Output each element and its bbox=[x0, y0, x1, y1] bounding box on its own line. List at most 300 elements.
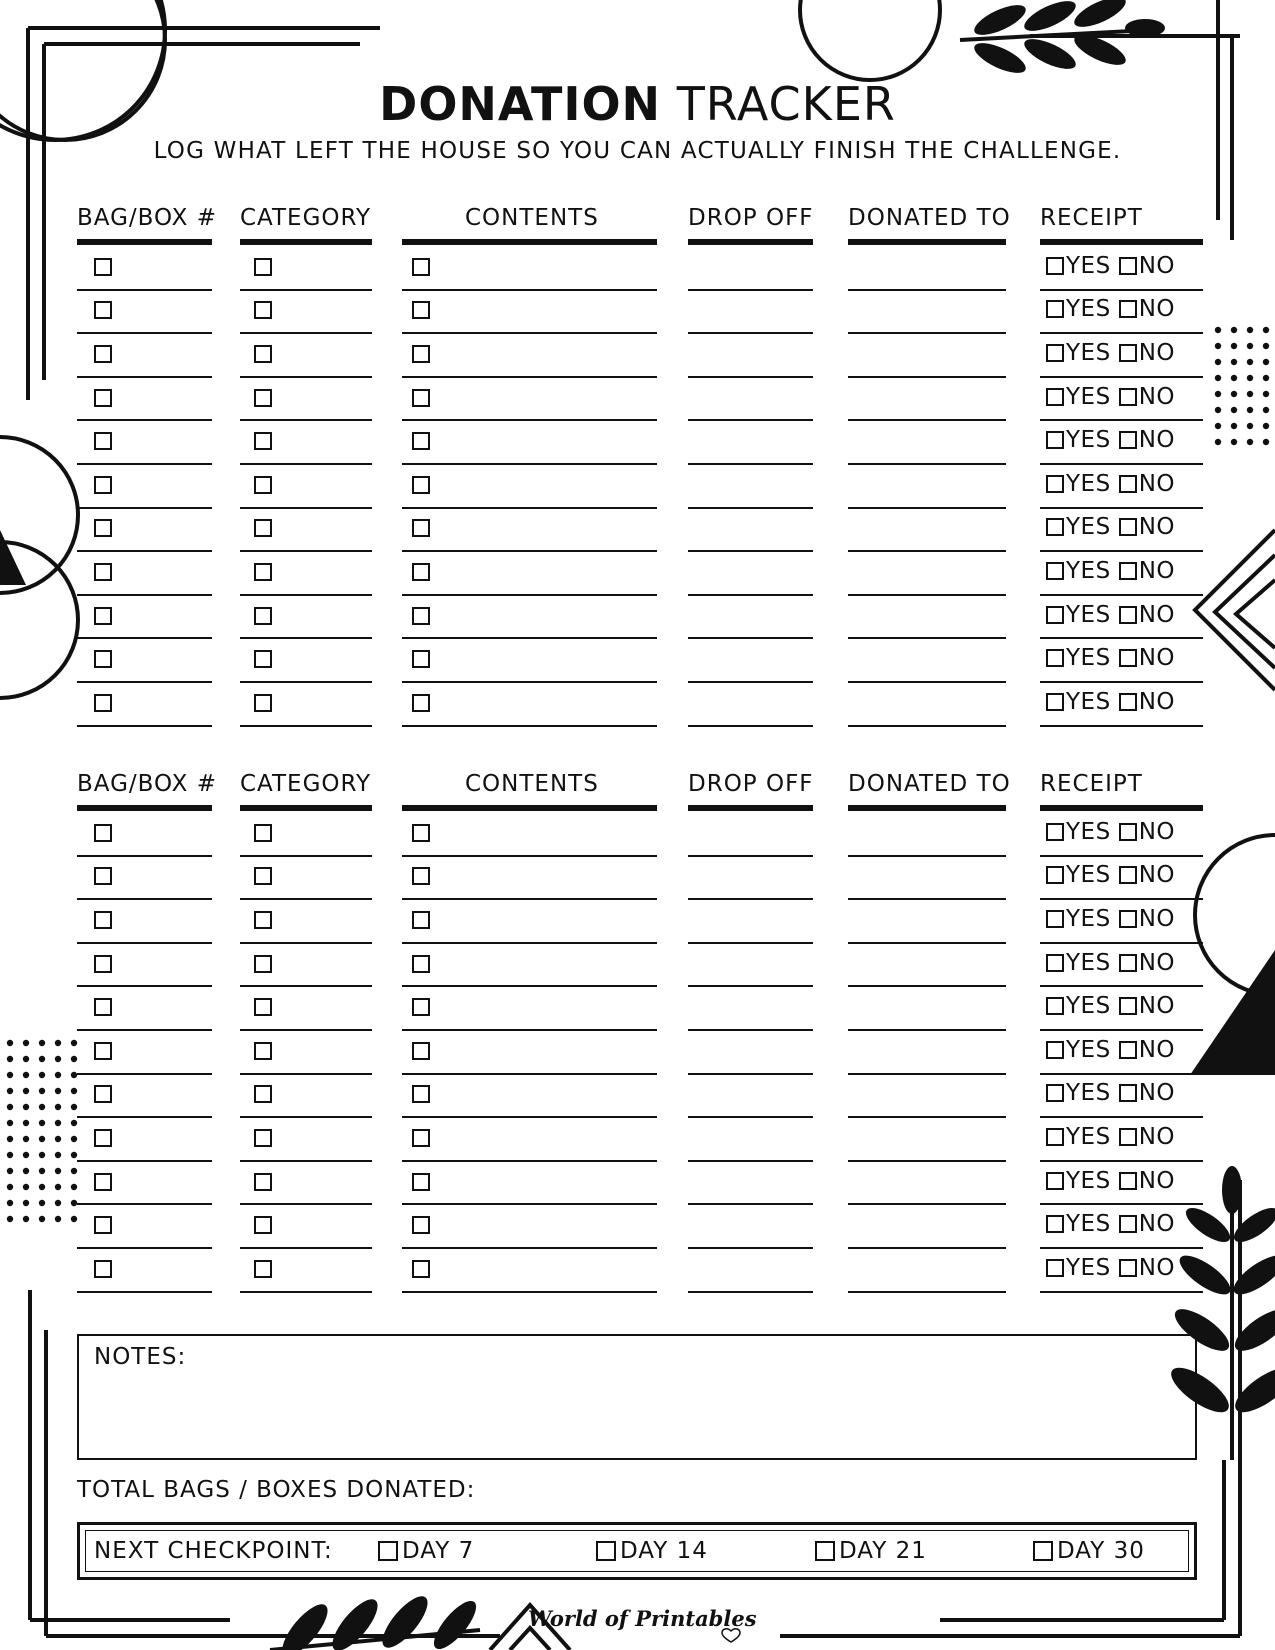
checkbox-icon[interactable] bbox=[94, 824, 112, 842]
dot bbox=[55, 1216, 61, 1222]
checkbox-icon[interactable] bbox=[412, 650, 430, 668]
checkbox-icon[interactable] bbox=[254, 301, 272, 319]
row-rule bbox=[688, 1073, 813, 1075]
checkbox-icon[interactable] bbox=[412, 911, 430, 929]
checkbox-icon[interactable] bbox=[254, 1216, 272, 1234]
receipt-no-label: NO bbox=[1138, 296, 1175, 323]
receipt-no-label: NO bbox=[1138, 601, 1175, 628]
row-rule bbox=[240, 594, 372, 596]
checkbox-icon[interactable] bbox=[94, 650, 112, 668]
row-rule bbox=[77, 550, 212, 552]
checkbox-icon[interactable] bbox=[94, 301, 112, 319]
row-rule bbox=[77, 855, 212, 857]
dot bbox=[23, 1120, 29, 1126]
dot bbox=[1263, 359, 1269, 365]
row-rule bbox=[77, 725, 212, 727]
column-header-rule bbox=[240, 239, 372, 245]
dot bbox=[1263, 375, 1269, 381]
dot bbox=[55, 1104, 61, 1110]
checkbox-icon[interactable] bbox=[254, 1042, 272, 1060]
row-rule bbox=[1040, 550, 1203, 552]
checkbox-icon[interactable] bbox=[1046, 1172, 1064, 1190]
checkbox-icon[interactable] bbox=[1046, 518, 1064, 536]
checkbox-icon[interactable] bbox=[1119, 693, 1137, 711]
row-rule bbox=[848, 681, 1006, 683]
checkbox-icon[interactable] bbox=[1046, 997, 1064, 1015]
checkbox-icon[interactable] bbox=[1119, 1041, 1137, 1059]
title-bold: DONATION bbox=[379, 77, 662, 131]
checkbox-icon[interactable] bbox=[412, 432, 430, 450]
checkbox-icon[interactable] bbox=[1046, 866, 1064, 884]
dot bbox=[1215, 407, 1221, 413]
checkbox-icon[interactable] bbox=[1033, 1541, 1053, 1561]
checkbox-icon[interactable] bbox=[1046, 1259, 1064, 1277]
receipt-options[interactable] bbox=[1046, 340, 1175, 366]
row-rule bbox=[240, 681, 372, 683]
row-rule bbox=[1040, 1160, 1203, 1162]
row-rule bbox=[1040, 1247, 1203, 1249]
checkbox-icon[interactable] bbox=[254, 1085, 272, 1103]
receipt-yes-label: YES bbox=[1066, 645, 1111, 672]
row-rule bbox=[688, 985, 813, 987]
checkbox-icon[interactable] bbox=[412, 824, 430, 842]
checkbox-icon[interactable] bbox=[94, 607, 112, 625]
dot bbox=[55, 1040, 61, 1046]
checkbox-icon[interactable] bbox=[94, 389, 112, 407]
checkbox-icon[interactable] bbox=[1046, 1084, 1064, 1102]
leaf-bottom-icon bbox=[270, 1590, 483, 1650]
checkbox-icon[interactable] bbox=[94, 1042, 112, 1060]
dot bbox=[7, 1216, 13, 1222]
row-rule bbox=[1040, 681, 1203, 683]
page-subtitle: LOG WHAT LEFT THE HOUSE SO YOU CAN ACTUALLY FINISH THE CHALLENGE. bbox=[153, 138, 1122, 164]
checkbox-icon[interactable] bbox=[94, 955, 112, 973]
column-header: RECEIPT bbox=[1040, 771, 1143, 797]
checkbox-icon[interactable] bbox=[412, 1129, 430, 1147]
receipt-yes-label: YES bbox=[1066, 296, 1111, 323]
receipt-options[interactable] bbox=[1046, 645, 1175, 671]
checkbox-icon[interactable] bbox=[1046, 562, 1064, 580]
row-rule bbox=[402, 594, 657, 596]
row-rule bbox=[688, 855, 813, 857]
row-rule bbox=[77, 637, 212, 639]
receipt-options[interactable] bbox=[1046, 950, 1175, 976]
dot bbox=[71, 1056, 77, 1062]
dot bbox=[7, 1200, 13, 1206]
checkbox-icon[interactable] bbox=[1119, 1259, 1137, 1277]
checkbox-icon[interactable] bbox=[412, 1173, 430, 1191]
dot bbox=[39, 1072, 45, 1078]
row-rule bbox=[402, 550, 657, 552]
row-rule bbox=[848, 1073, 1006, 1075]
row-rule bbox=[1040, 725, 1203, 727]
checkbox-icon[interactable] bbox=[1046, 910, 1064, 928]
row-rule bbox=[848, 855, 1006, 857]
checkbox-icon[interactable] bbox=[1046, 475, 1064, 493]
checkbox-icon[interactable] bbox=[412, 955, 430, 973]
checkbox-icon[interactable] bbox=[254, 694, 272, 712]
checkbox-icon[interactable] bbox=[254, 1173, 272, 1191]
checkbox-icon[interactable] bbox=[596, 1541, 616, 1561]
receipt-no-label: NO bbox=[1138, 688, 1175, 715]
checkbox-icon[interactable] bbox=[94, 519, 112, 537]
checkbox-icon[interactable] bbox=[1046, 300, 1064, 318]
dot bbox=[39, 1200, 45, 1206]
receipt-options[interactable] bbox=[1046, 602, 1175, 628]
receipt-yes-label: YES bbox=[1066, 949, 1111, 976]
checkbox-icon[interactable] bbox=[94, 1216, 112, 1234]
receipt-yes-label: YES bbox=[1066, 1036, 1111, 1063]
receipt-options[interactable] bbox=[1046, 427, 1175, 453]
brand-logo: World of Printables bbox=[528, 1606, 757, 1631]
row-rule bbox=[848, 1291, 1006, 1293]
checkbox-icon[interactable] bbox=[94, 258, 112, 276]
dot bbox=[71, 1088, 77, 1094]
receipt-no-label: NO bbox=[1138, 862, 1175, 889]
column-header: BAG/BOX # bbox=[77, 205, 218, 231]
checkbox-icon[interactable] bbox=[94, 345, 112, 363]
receipt-yes-label: YES bbox=[1066, 383, 1111, 410]
checkbox-icon[interactable] bbox=[94, 432, 112, 450]
row-rule bbox=[77, 376, 212, 378]
dot bbox=[1215, 391, 1221, 397]
notes-box[interactable] bbox=[77, 1334, 1197, 1460]
checkbox-icon[interactable] bbox=[1046, 606, 1064, 624]
checkbox-icon[interactable] bbox=[254, 1129, 272, 1147]
checkbox-icon[interactable] bbox=[1046, 1128, 1064, 1146]
column-header: CATEGORY bbox=[240, 205, 372, 231]
dot-grid-right bbox=[1215, 327, 1275, 445]
receipt-no-label: NO bbox=[1138, 1167, 1175, 1194]
dot bbox=[1247, 343, 1253, 349]
column-header-rule bbox=[77, 805, 212, 811]
row-rule bbox=[688, 332, 813, 334]
receipt-options[interactable] bbox=[1046, 253, 1175, 279]
dot bbox=[39, 1216, 45, 1222]
checkbox-icon[interactable] bbox=[815, 1541, 835, 1561]
checkbox-icon[interactable] bbox=[254, 432, 272, 450]
checkbox-icon[interactable] bbox=[254, 650, 272, 668]
checkbox-icon[interactable] bbox=[1119, 1084, 1137, 1102]
checkbox-icon[interactable] bbox=[254, 824, 272, 842]
checkbox-icon[interactable] bbox=[1119, 300, 1137, 318]
checkbox-icon[interactable] bbox=[1119, 518, 1137, 536]
receipt-yes-label: YES bbox=[1066, 688, 1111, 715]
column-header-rule bbox=[1040, 805, 1203, 811]
checkpoint-day-14[interactable] bbox=[596, 1538, 708, 1564]
checkbox-icon[interactable] bbox=[1119, 823, 1137, 841]
checkbox-icon[interactable] bbox=[1119, 562, 1137, 580]
checkbox-icon[interactable] bbox=[412, 519, 430, 537]
checkbox-icon[interactable] bbox=[412, 998, 430, 1016]
row-rule bbox=[1040, 332, 1203, 334]
row-rule bbox=[848, 332, 1006, 334]
receipt-yes-label: YES bbox=[1066, 252, 1111, 279]
dot bbox=[55, 1200, 61, 1206]
dot bbox=[71, 1216, 77, 1222]
row-rule bbox=[688, 376, 813, 378]
dot bbox=[7, 1136, 13, 1142]
checkpoint-day-label: DAY 30 bbox=[1057, 1538, 1145, 1564]
checkbox-icon[interactable] bbox=[1119, 1215, 1137, 1233]
checkbox-icon[interactable] bbox=[1046, 1041, 1064, 1059]
receipt-options[interactable] bbox=[1046, 1124, 1175, 1150]
receipt-options[interactable] bbox=[1046, 906, 1175, 932]
receipt-options[interactable] bbox=[1046, 1168, 1175, 1194]
row-rule bbox=[1040, 507, 1203, 509]
column-header: RECEIPT bbox=[1040, 205, 1143, 231]
row-rule bbox=[77, 419, 212, 421]
checkbox-icon[interactable] bbox=[254, 563, 272, 581]
checkbox-icon[interactable] bbox=[254, 258, 272, 276]
checkbox-icon[interactable] bbox=[1046, 388, 1064, 406]
dot bbox=[1263, 391, 1269, 397]
row-rule bbox=[77, 289, 212, 291]
notes-label: NOTES: bbox=[94, 1344, 187, 1370]
row-rule bbox=[848, 637, 1006, 639]
row-rule bbox=[1040, 463, 1203, 465]
column-header-rule bbox=[77, 239, 212, 245]
row-rule bbox=[240, 942, 372, 944]
dot bbox=[1215, 439, 1221, 445]
row-rule bbox=[1040, 289, 1203, 291]
checkbox-icon[interactable] bbox=[412, 1216, 430, 1234]
dot bbox=[1263, 407, 1269, 413]
checkbox-icon[interactable] bbox=[1119, 475, 1137, 493]
checkbox-icon[interactable] bbox=[1046, 649, 1064, 667]
row-rule bbox=[240, 1203, 372, 1205]
dot bbox=[55, 1088, 61, 1094]
receipt-no-label: NO bbox=[1138, 1036, 1175, 1063]
checkbox-icon[interactable] bbox=[254, 345, 272, 363]
receipt-yes-label: YES bbox=[1066, 340, 1111, 366]
checkbox-icon[interactable] bbox=[378, 1541, 398, 1561]
dot bbox=[7, 1104, 13, 1110]
column-header-rule bbox=[402, 239, 657, 245]
receipt-options[interactable] bbox=[1046, 993, 1175, 1019]
checkbox-icon[interactable] bbox=[412, 345, 430, 363]
row-rule bbox=[688, 898, 813, 900]
checkbox-icon[interactable] bbox=[412, 867, 430, 885]
dot bbox=[23, 1216, 29, 1222]
dot bbox=[1231, 343, 1237, 349]
row-rule bbox=[688, 289, 813, 291]
receipt-yes-label: YES bbox=[1066, 818, 1111, 845]
column-header: CATEGORY bbox=[240, 771, 372, 797]
receipt-options[interactable] bbox=[1046, 1080, 1175, 1106]
receipt-options[interactable] bbox=[1046, 819, 1175, 845]
receipt-no-label: NO bbox=[1138, 1254, 1175, 1281]
checkbox-icon[interactable] bbox=[254, 955, 272, 973]
receipt-options[interactable] bbox=[1046, 1037, 1175, 1063]
dot bbox=[1263, 327, 1269, 333]
receipt-options[interactable] bbox=[1046, 1211, 1175, 1237]
row-rule bbox=[848, 985, 1006, 987]
receipt-no-label: NO bbox=[1138, 1124, 1175, 1150]
row-rule bbox=[848, 1247, 1006, 1249]
row-rule bbox=[77, 1291, 212, 1293]
checkbox-icon[interactable] bbox=[412, 607, 430, 625]
receipt-options[interactable] bbox=[1046, 296, 1175, 322]
row-rule bbox=[240, 637, 372, 639]
row-rule bbox=[240, 1160, 372, 1162]
checkbox-icon[interactable] bbox=[1119, 388, 1137, 406]
checkbox-icon[interactable] bbox=[412, 1085, 430, 1103]
row-rule bbox=[402, 942, 657, 944]
checkbox-icon[interactable] bbox=[254, 911, 272, 929]
column-header: DONATED TO bbox=[848, 771, 1011, 797]
checkbox-icon[interactable] bbox=[412, 476, 430, 494]
row-rule bbox=[77, 942, 212, 944]
row-rule bbox=[402, 725, 657, 727]
row-rule bbox=[1040, 1116, 1203, 1118]
row-rule bbox=[1040, 594, 1203, 596]
checkpoint-day-21[interactable] bbox=[815, 1538, 927, 1564]
row-rule bbox=[1040, 1073, 1203, 1075]
checkbox-icon[interactable] bbox=[1119, 431, 1137, 449]
row-rule bbox=[1040, 637, 1203, 639]
checkbox-icon[interactable] bbox=[94, 1129, 112, 1147]
row-rule bbox=[402, 419, 657, 421]
checkbox-icon[interactable] bbox=[1046, 693, 1064, 711]
checkbox-icon[interactable] bbox=[94, 1173, 112, 1191]
checkbox-icon[interactable] bbox=[94, 563, 112, 581]
dot bbox=[1247, 423, 1253, 429]
dot bbox=[1247, 359, 1253, 365]
checkbox-icon[interactable] bbox=[254, 519, 272, 537]
receipt-options[interactable] bbox=[1046, 1255, 1175, 1281]
dot bbox=[71, 1136, 77, 1142]
row-rule bbox=[1040, 376, 1203, 378]
receipt-options[interactable] bbox=[1046, 558, 1175, 584]
checkbox-icon[interactable] bbox=[1046, 431, 1064, 449]
receipt-no-label: NO bbox=[1138, 1080, 1175, 1107]
receipt-options[interactable] bbox=[1046, 689, 1175, 715]
receipt-no-label: NO bbox=[1138, 252, 1175, 279]
checkbox-icon[interactable] bbox=[1046, 257, 1064, 275]
row-rule bbox=[77, 1029, 212, 1031]
receipt-options[interactable] bbox=[1046, 862, 1175, 888]
checkbox-icon[interactable] bbox=[1119, 257, 1137, 275]
checkbox-icon[interactable] bbox=[412, 694, 430, 712]
row-rule bbox=[240, 985, 372, 987]
checkpoint-day-30[interactable] bbox=[1033, 1538, 1145, 1564]
dot bbox=[39, 1088, 45, 1094]
dot bbox=[1263, 423, 1269, 429]
checkbox-icon[interactable] bbox=[1119, 997, 1137, 1015]
dot bbox=[55, 1184, 61, 1190]
checkbox-icon[interactable] bbox=[94, 1085, 112, 1103]
dot bbox=[1263, 439, 1269, 445]
checkbox-icon[interactable] bbox=[412, 563, 430, 581]
receipt-no-label: NO bbox=[1138, 993, 1175, 1020]
receipt-no-label: NO bbox=[1138, 949, 1175, 976]
receipt-options[interactable] bbox=[1046, 471, 1175, 497]
row-rule bbox=[688, 725, 813, 727]
title-light: TRACKER bbox=[676, 77, 896, 131]
checkbox-icon[interactable] bbox=[412, 1260, 430, 1278]
checkbox-icon[interactable] bbox=[1119, 1128, 1137, 1146]
dot bbox=[23, 1088, 29, 1094]
checkbox-icon[interactable] bbox=[1119, 649, 1137, 667]
checkbox-icon[interactable] bbox=[1119, 954, 1137, 972]
checkbox-icon[interactable] bbox=[1119, 344, 1137, 362]
row-rule bbox=[240, 463, 372, 465]
column-header-rule bbox=[240, 805, 372, 811]
dot bbox=[1247, 391, 1253, 397]
checkbox-icon[interactable] bbox=[1119, 910, 1137, 928]
checkbox-icon[interactable] bbox=[1119, 606, 1137, 624]
dot bbox=[7, 1056, 13, 1062]
checkbox-icon[interactable] bbox=[1046, 954, 1064, 972]
checkbox-icon[interactable] bbox=[254, 1260, 272, 1278]
checkbox-icon[interactable] bbox=[1046, 1215, 1064, 1233]
row-rule bbox=[240, 855, 372, 857]
column-header: BAG/BOX # bbox=[77, 771, 218, 797]
checkbox-icon[interactable] bbox=[254, 476, 272, 494]
row-rule bbox=[77, 1247, 212, 1249]
row-rule bbox=[402, 376, 657, 378]
row-rule bbox=[402, 1291, 657, 1293]
column-header-rule bbox=[1040, 239, 1203, 245]
checkbox-icon[interactable] bbox=[1046, 344, 1064, 362]
checkbox-icon[interactable] bbox=[94, 911, 112, 929]
row-rule bbox=[848, 550, 1006, 552]
checkpoint-label: NEXT CHECKPOINT: bbox=[94, 1538, 333, 1564]
row-rule bbox=[688, 594, 813, 596]
checkpoint-day-label: DAY 21 bbox=[839, 1538, 927, 1564]
checkbox-icon[interactable] bbox=[412, 301, 430, 319]
checkbox-icon[interactable] bbox=[1119, 866, 1137, 884]
checkbox-icon[interactable] bbox=[254, 867, 272, 885]
dot bbox=[23, 1184, 29, 1190]
row-rule bbox=[688, 942, 813, 944]
row-rule bbox=[1040, 855, 1203, 857]
checkbox-icon[interactable] bbox=[94, 476, 112, 494]
receipt-options[interactable] bbox=[1046, 384, 1175, 410]
checkbox-icon[interactable] bbox=[94, 867, 112, 885]
receipt-yes-label: YES bbox=[1066, 427, 1111, 454]
checkbox-icon[interactable] bbox=[1046, 823, 1064, 841]
dot bbox=[23, 1056, 29, 1062]
row-rule bbox=[402, 507, 657, 509]
dot bbox=[23, 1136, 29, 1142]
checkbox-icon[interactable] bbox=[412, 389, 430, 407]
checkbox-icon[interactable] bbox=[94, 998, 112, 1016]
page-title bbox=[0, 78, 1275, 130]
column-header: CONTENTS bbox=[465, 205, 599, 231]
receipt-yes-label: YES bbox=[1066, 601, 1111, 628]
checkbox-icon[interactable] bbox=[254, 998, 272, 1016]
checkpoint-day-7[interactable] bbox=[378, 1538, 474, 1564]
row-rule bbox=[688, 419, 813, 421]
checkbox-icon[interactable] bbox=[94, 1260, 112, 1278]
row-rule bbox=[848, 1029, 1006, 1031]
row-rule bbox=[848, 1160, 1006, 1162]
row-rule bbox=[402, 681, 657, 683]
receipt-options[interactable] bbox=[1046, 514, 1175, 540]
receipt-yes-label: YES bbox=[1066, 558, 1111, 584]
row-rule bbox=[848, 376, 1006, 378]
checkbox-icon[interactable] bbox=[412, 1042, 430, 1060]
checkbox-icon[interactable] bbox=[94, 694, 112, 712]
checkbox-icon[interactable] bbox=[412, 258, 430, 276]
dot bbox=[71, 1104, 77, 1110]
row-rule bbox=[1040, 985, 1203, 987]
checkbox-icon[interactable] bbox=[254, 389, 272, 407]
checkbox-icon[interactable] bbox=[1119, 1172, 1137, 1190]
checkbox-icon[interactable] bbox=[254, 607, 272, 625]
